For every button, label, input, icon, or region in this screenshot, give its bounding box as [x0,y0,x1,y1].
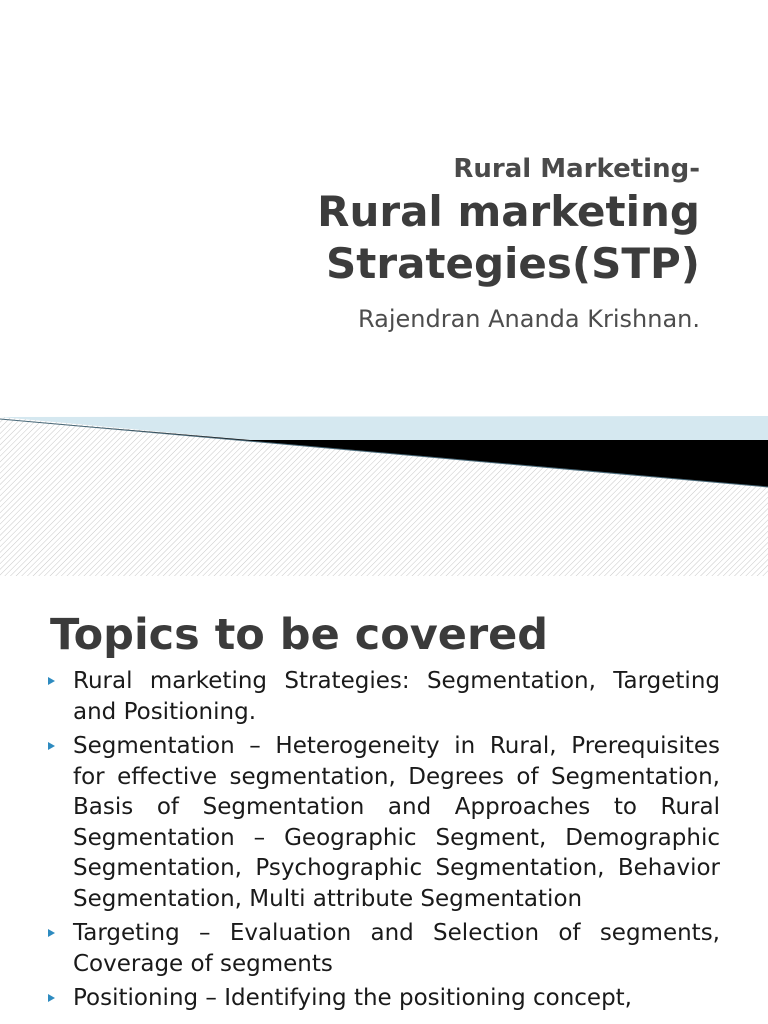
list-item [48,666,720,727]
topics-title: Topics to be covered [50,610,549,660]
title-block [317,152,700,334]
slide-title-line-2: Strategies(STP) [326,239,700,288]
bullet-arrow-icon [48,677,55,685]
list-item [48,918,720,979]
list-item [48,983,720,1014]
bullet-text: Positioning – Identifying the positioning concept, [73,985,632,1011]
decorative-band-graphic [0,405,768,576]
author-name: Rajendran Ananda Krishnan. [357,305,700,333]
bullet-text: Rural marketing Strategies: Segmentation, Targeting and Positioning. [73,668,720,725]
bullet-arrow-icon [48,742,55,750]
bullet-text: Targeting – Evaluation and Selection of segments, Coverage of segments [73,920,720,977]
slide-title-line-1: Rural marketing [317,187,700,236]
bullet-arrow-icon [48,994,55,1002]
topics-slide [0,576,768,1024]
slide-supertitle: Rural Marketing- [453,154,700,184]
bullet-arrow-icon [48,929,55,937]
bullet-text: Segmentation – Heterogeneity in Rural, Prerequisites for effective segmentation, Degrees of Segmentation, Basis of Segmentation and Approaches to Rural Segmentation – Geographic Segment, Demographic Segmentation, Psychographic Segmentation, Behavior Segmentation, Multi attribute Segmentation [73,733,720,912]
list-item [48,731,720,914]
topics-list [48,666,720,1018]
